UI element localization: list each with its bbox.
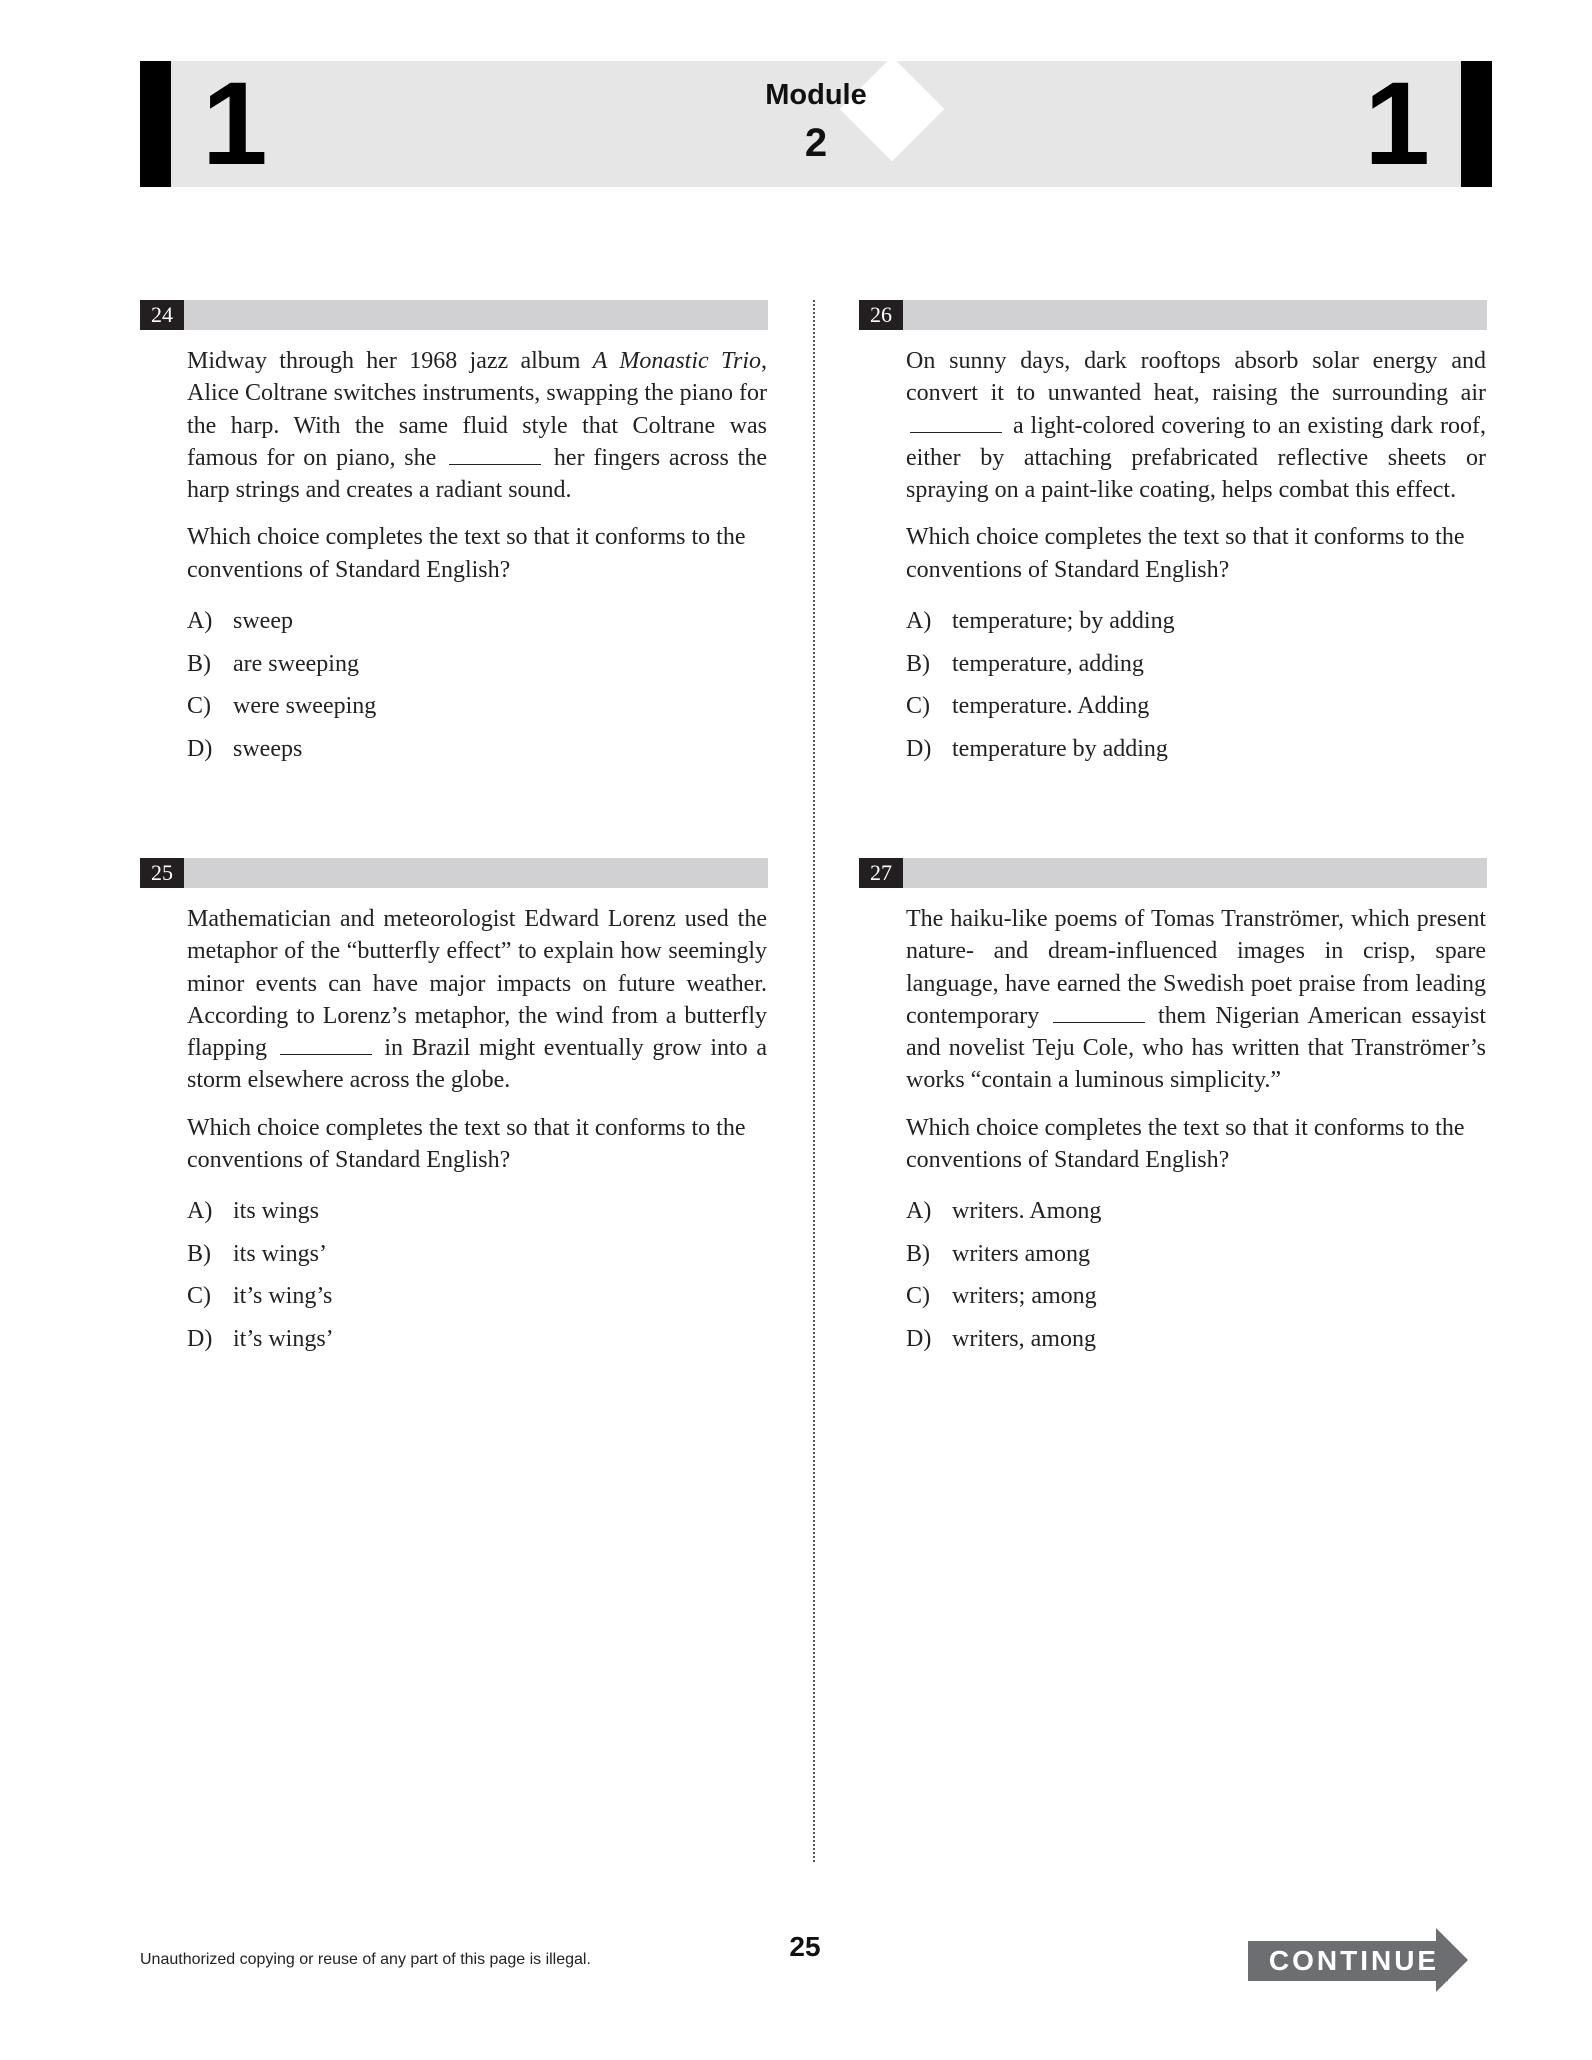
answer-choices: [906, 600, 1486, 770]
choice-c[interactable]: C) it’s wing’s: [187, 1283, 333, 1310]
answer-blank: [280, 1032, 372, 1055]
question-25: [140, 858, 768, 1360]
choice-d[interactable]: D) sweeps: [187, 735, 303, 762]
header-right-bar: [1461, 61, 1492, 187]
section-number-left: 1: [202, 58, 268, 190]
choice-c[interactable]: C) were sweeping: [187, 693, 377, 720]
question-number: 24: [140, 300, 184, 330]
section-header: [140, 58, 1492, 190]
question-prompt: Which choice completes the text so that it conforms to the conventions of Standard English?: [187, 1114, 746, 1174]
question-passage: Mathematician and meteorologist Edward Lorenz used the metaphor of the “butterfly effect” to explain how seemingly minor events can have major impacts on future weather. According to Lorenz’s metaphor, the wind from a butterfly flapping in Brazil might eventually grow into a storm elsewhere across the globe.: [187, 906, 768, 1094]
question-bar: [859, 858, 1487, 888]
answer-choices: [906, 1190, 1486, 1360]
question-bar: [140, 858, 768, 888]
question-number: 27: [859, 858, 903, 888]
question-number: 25: [140, 858, 184, 888]
answer-blank: [1053, 1000, 1145, 1023]
question-prompt: Which choice completes the text so that it conforms to the conventions of Standard English?: [906, 524, 1465, 583]
column-divider: [813, 300, 815, 1862]
answer-blank: [449, 442, 541, 465]
module-number: 2: [804, 121, 828, 165]
question-passage: The haiku-like poems of Tomas Tranströmer, which present nature- and dream-influenced images in crisp, spare language, have earned the Swedish poet praise from leading contemporary them Nigerian American essayist and novelist Teju Cole, who has written that Tranströmer’s works “contain a luminous simplicity.”: [906, 906, 1487, 1094]
choice-c[interactable]: C) writers; among: [906, 1283, 1097, 1310]
question-27: [859, 858, 1487, 1360]
continue-label: CONTINUE: [1268, 1945, 1440, 1976]
question-24: [140, 300, 768, 770]
choice-b[interactable]: B) writers among: [906, 1240, 1090, 1267]
question-bar: [140, 300, 768, 330]
choice-a[interactable]: A) writers. Among: [906, 1198, 1102, 1225]
question-prompt: Which choice completes the text so that it conforms to the conventions of Standard English?: [906, 1114, 1465, 1174]
continue-button[interactable]: [1248, 1928, 1480, 1992]
album-title: A Monastic Trio: [592, 348, 761, 374]
answer-choices: [187, 1190, 767, 1360]
copyright-notice: Unauthorized copying or reuse of any part of this page is illegal.: [140, 1951, 591, 1968]
question-26: [859, 300, 1487, 770]
question-number: 26: [859, 300, 903, 330]
answer-blank: [910, 410, 1002, 433]
choice-b[interactable]: B) are sweeping: [187, 650, 359, 677]
section-number-right: 1: [1364, 58, 1430, 190]
choice-d[interactable]: D) it’s wings’: [187, 1325, 334, 1352]
module-label: Module: [765, 79, 867, 111]
choice-a[interactable]: A) sweep: [187, 608, 293, 635]
question-passage: On sunny days, dark rooftops absorb solar energy and convert it to unwanted heat, raising the surrounding air a light-colored covering to an existing dark roof, either by attaching prefabricated reflective sheets or spraying on a paint-like coating, helps combat this effect.: [906, 348, 1486, 504]
choice-a[interactable]: A) temperature; by adding: [906, 608, 1175, 635]
question-prompt: Which choice completes the text so that it conforms to the conventions of Standard English?: [187, 524, 746, 583]
choice-b[interactable]: B) temperature, adding: [906, 650, 1144, 677]
choice-a[interactable]: A) its wings: [187, 1198, 320, 1225]
choice-d[interactable]: D) temperature by adding: [906, 735, 1168, 762]
question-bar: [859, 300, 1487, 330]
question-passage: Midway through her 1968 jazz album A Monastic Trio, Alice Coltrane switches instruments, swapping the piano for the harp. With the same fluid style that Coltrane was famous for on piano, she her fingers across the harp strings and creates a radiant sound.: [187, 348, 767, 504]
answer-choices: [187, 600, 767, 770]
choice-b[interactable]: B) its wings’: [187, 1240, 328, 1267]
page-number: 25: [789, 1931, 821, 1962]
choice-c[interactable]: C) temperature. Adding: [906, 693, 1150, 720]
choice-d[interactable]: D) writers, among: [906, 1325, 1096, 1352]
